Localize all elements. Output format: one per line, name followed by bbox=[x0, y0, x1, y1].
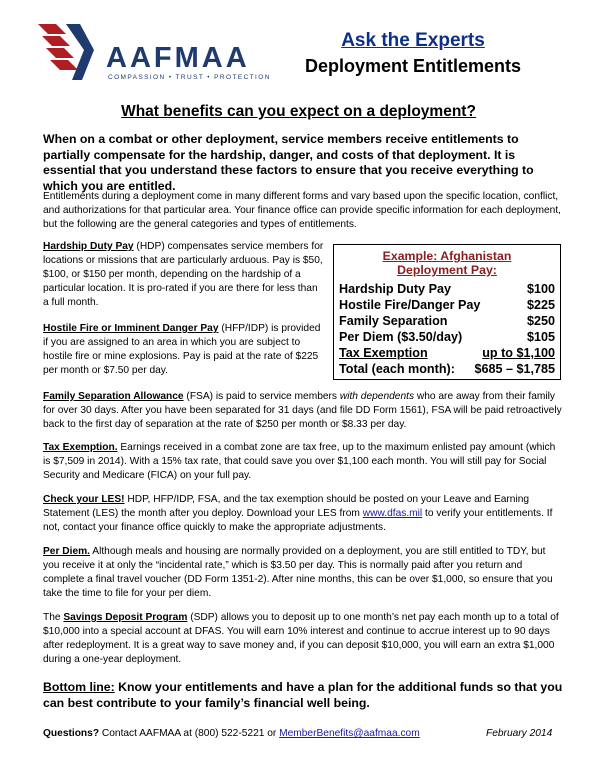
fsa-text: (FSA) is paid to service members bbox=[183, 391, 340, 402]
les-text-2: to verify your entitlements. If not, contact your finance office quickly to make the appropriate adjustments. bbox=[43, 508, 553, 534]
general-paragraph: Entitlements during a deployment come in many different forms and vary based upon the specific location, conflict, and authorizations for that particular area. Your finance office can provide specific information for each deployment, but the following are the general categories and types of entitlements. bbox=[43, 191, 561, 231]
section-headline: What benefits can you expect on a deployment? bbox=[121, 103, 476, 120]
per-diem-text: Although meals and housing are normally provided on a deployment, you are still entitled to TDY, but you receive it at only the “incidental rate,” which is $3.50 per day. This is normally paid after you return and complete a final travel voucher (DD Form 1351-2). After nine months, this can be over $1,000, so ensure that you take the time to file for your per diem. bbox=[43, 546, 553, 600]
footer-contact bbox=[43, 728, 563, 739]
example-row-label: Tax Exemption bbox=[339, 346, 428, 360]
tax-paragraph bbox=[43, 441, 563, 483]
fsa-term: Family Separation Allowance bbox=[43, 391, 184, 402]
hfp-term: Hostile Fire or Imminent Danger Pay bbox=[43, 323, 219, 334]
bottom-line-label: Bottom line: bbox=[43, 680, 115, 694]
dfas-link[interactable]: www.dfas.mil bbox=[362, 508, 423, 520]
sdp-term: Savings Deposit Program bbox=[63, 612, 188, 623]
per-diem-paragraph bbox=[43, 545, 563, 601]
sdp-text: (SDP) allows you to deposit up to one month’s net pay each month up to a total of $10,000 into a special account at DFAS. You will earn 10% interest and continue to accrue interest up to 90 days after redeployment. It is a great way to save money and, if you can deposit $10,000, you will earn an extra $1,000 during a one-year deployment. bbox=[43, 612, 559, 666]
footer-date: February 2014 bbox=[486, 728, 553, 739]
logo-chevron-icon bbox=[36, 20, 106, 84]
les-text: HDP, HFP/IDP, FSA, and the tax exemption should be posted on your Leave and Earning Statement (LES) the month after you deploy. Download your LES from bbox=[43, 494, 530, 520]
example-row-value: $100 bbox=[526, 282, 555, 296]
les-term: Check your LES! bbox=[43, 494, 125, 505]
example-title-line2: Deployment Pay: bbox=[397, 263, 497, 277]
example-row-value: $105 bbox=[526, 330, 555, 344]
sdp-paragraph bbox=[43, 611, 563, 667]
bottom-line-text: Know your entitlements and have a plan for the additional funds so that you can best contribute to your family’s financial well being. bbox=[43, 680, 563, 710]
footer-contact-text: Contact AAFMAA at (800) 522-5221 or bbox=[99, 728, 280, 739]
tax-term: Tax Exemption. bbox=[43, 442, 118, 453]
example-title bbox=[334, 249, 560, 277]
email-link[interactable]: MemberBenefits@aafmaa.com bbox=[279, 728, 420, 739]
hdp-term: Hardship Duty Pay bbox=[43, 241, 134, 252]
hdp-paragraph bbox=[43, 240, 325, 310]
logo-wordmark: AAFMAA bbox=[106, 42, 250, 74]
les-paragraph bbox=[43, 493, 563, 535]
example-row-label: Total (each month): bbox=[339, 362, 455, 376]
example-row-value: $685 – $1,785 bbox=[474, 362, 555, 376]
example-title-line1: Example: Afghanistan bbox=[382, 249, 512, 263]
per-diem-term: Per Diem. bbox=[43, 546, 90, 557]
sdp-pre: The bbox=[43, 612, 64, 623]
example-row-label: Hardship Duty Pay bbox=[339, 282, 451, 296]
example-row-label: Per Diem ($3.50/day) bbox=[339, 330, 463, 344]
hfp-text: (HFP/IDP) is provided if you are assigned to an area in which you are subject to hostile fire or mine explosions. Pay is paid at the rate of $225 per month or $7.50 per day. bbox=[43, 323, 321, 377]
example-row-value: $250 bbox=[526, 314, 555, 328]
example-box bbox=[333, 244, 561, 380]
hdp-text: (HDP) compensates service members for locations or missions that are particularly arduous. Pay is $50, $100, or $150 per month, depending on the hardship of a particular location. It is pro-rated if you are there for less than a full month. bbox=[43, 241, 324, 309]
fsa-text-2: who are away from their family for over 30 days. After you have been separated for 31 days (and file DD Form 1561), FSA will be paid retroactively back to the first day of separation at the rate of $250 per month or $8.33 per day. bbox=[43, 391, 562, 431]
logo-tagline: COMPASSION • TRUST • PROTECTION bbox=[108, 74, 271, 81]
page-title: Deployment Entitlements bbox=[304, 56, 522, 76]
tax-text: Earnings received in a combat zone are tax free, up to the maximum enlisted pay amount (which is $7,509 in 2014). With a 15% tax rate, that could save you over $1,100 each month. You will still pay for Social Security and Medicare (FICA) on your full pay. bbox=[43, 442, 556, 482]
fsa-italic: with dependents bbox=[339, 391, 415, 402]
hfp-paragraph bbox=[43, 322, 325, 378]
ask-the-experts-title: Ask the Experts bbox=[341, 30, 485, 51]
example-row-value: up to $1,100 bbox=[482, 346, 555, 360]
example-row-label: Family Separation bbox=[339, 314, 448, 328]
fsa-paragraph bbox=[43, 390, 563, 432]
example-row-label: Hostile Fire/Danger Pay bbox=[339, 298, 481, 312]
example-row-value: $225 bbox=[526, 298, 555, 312]
intro-paragraph: When on a combat or other deployment, service members receive entitlements to partially compensate for the hardship, danger, and costs of that deployment. It is essential that you understand these factors to ensure that you receive everything to which you are entitled. bbox=[43, 132, 534, 193]
aafmaa-logo bbox=[36, 20, 271, 84]
footer-questions-label: Questions? bbox=[43, 728, 100, 739]
bottom-line-paragraph bbox=[43, 680, 563, 711]
